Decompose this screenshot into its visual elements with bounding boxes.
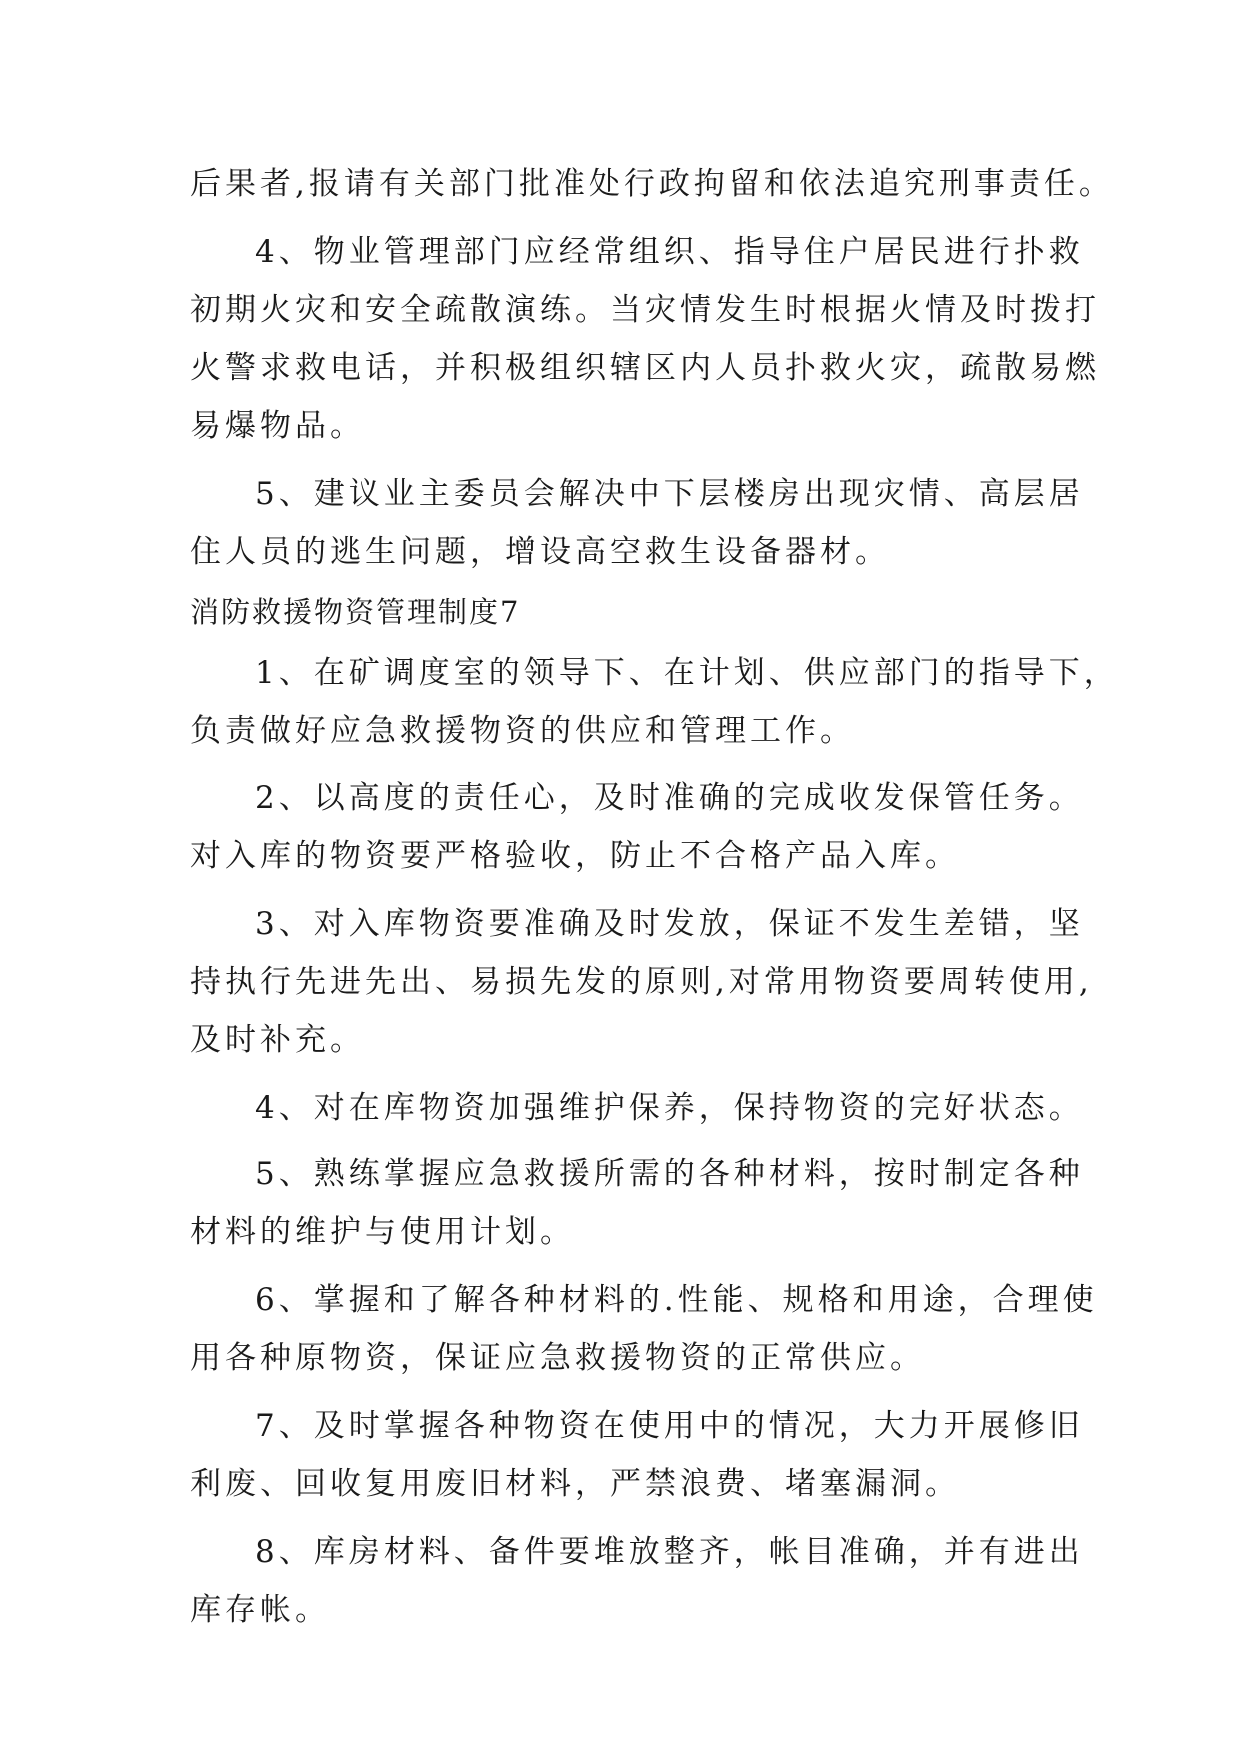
- text-line: 3、对入库物资要准确及时发放，保证不发生差错，坚: [255, 906, 1084, 942]
- text-line: 易爆物品。: [190, 408, 365, 444]
- text-line: 8、库房材料、备件要堆放整齐，帐目准确，并有进出: [255, 1534, 1084, 1570]
- text-line: 初期火灾和安全疏散演练。当灾情发生时根据火情及时拨打: [190, 292, 1100, 328]
- text-line: 7、及时掌握各种物资在使用中的情况，大力开展修旧: [255, 1408, 1084, 1444]
- text-line: 用各种原物资，保证应急救援物资的正常供应。: [190, 1340, 925, 1376]
- text-line: 持执行先进先出、易损先发的原则,对常用物资要周转使用,: [190, 964, 1093, 1000]
- text-line: 利废、回收复用废旧材料，严禁浪费、堵塞漏洞。: [190, 1466, 960, 1502]
- text-line: 对入库的物资要严格验收，防止不合格产品入库。: [190, 838, 960, 874]
- text-line: 5、建议业主委员会解决中下层楼房出现灾情、高层居: [255, 476, 1084, 512]
- text-line: 4、物业管理部门应经常组织、指导住户居民进行扑救: [255, 234, 1084, 270]
- section-heading: 消防救援物资管理制度7: [190, 595, 521, 629]
- text-line: 住人员的逃生问题，增设高空救生设备器材。: [190, 534, 890, 570]
- text-line: 5、熟练掌握应急救援所需的各种材料，按时制定各种: [255, 1156, 1084, 1192]
- text-line: 2、以高度的责任心，及时准确的完成收发保管任务。: [255, 780, 1084, 816]
- text-line: 及时补充。: [190, 1022, 365, 1058]
- text-line: 库存帐。: [190, 1592, 330, 1628]
- text-line: 6、掌握和了解各种材料的.性能、规格和用途，合理使: [255, 1282, 1098, 1318]
- text-line: 负责做好应急救援物资的供应和管理工作。: [190, 713, 855, 749]
- text-line: 材料的维护与使用计划。: [190, 1214, 575, 1250]
- text-line: 4、对在库物资加强维护保养，保持物资的完好状态。: [255, 1090, 1084, 1126]
- text-line: 1、在矿调度室的领导下、在计划、供应部门的指导下，: [255, 655, 1119, 691]
- text-line: 火警求救电话，并积极组织辖区内人员扑救火灾，疏散易燃: [190, 350, 1100, 386]
- text-line: 后果者,报请有关部门批准处行政拘留和依法追究刑事责任。: [190, 166, 1114, 202]
